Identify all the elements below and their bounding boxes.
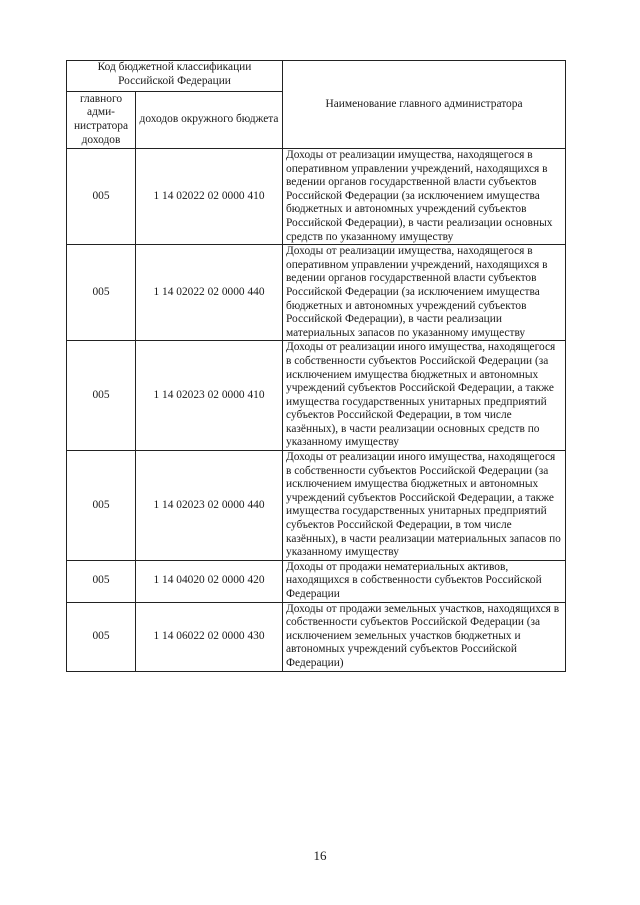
administrator-name-cell: Доходы от реализации иного имущества, находящегося в собственности субъектов Российской Федерации (за исключением имущества бюджетных и автономных учреждений субъектов Российской Федерации, а также имущества государственных унитарных предприятий субъектов Российской Федерации, в том числе казённых), в части реализации материальных запасов по указанному имуществу xyxy=(283,451,566,561)
table-row xyxy=(67,245,566,341)
header-main-administrator: главного адми-нистратора доходов xyxy=(67,92,136,149)
table-row xyxy=(67,560,566,602)
administrator-name-cell: Доходы от реализации имущества, находящегося в оперативном управлении учреждений, находящихся в ведении органов государственной власти субъектов Российской Федерации (за исключением имущества бюджетных и автономных учреждений субъектов Российской Федерации), в части реализации материальных запасов по указанному имуществу xyxy=(283,245,566,341)
administrator-name-cell: Доходы от реализации иного имущества, находящегося в собственности субъектов Российской Федерации (за исключением имущества бюджетных и автономных учреждений субъектов Российской Федерации, а также имущества государственных унитарных предприятий субъектов Российской Федерации, в том числе казённых), в части реализации основных средств по указанному имуществу xyxy=(283,341,566,451)
revenue-code-cell: 1 14 02022 02 0000 410 xyxy=(136,149,283,245)
administrator-name-cell: Доходы от продажи земельных участков, находящихся в собственности субъектов Российской Федерации (за исключением земельных участков бюджетных и автономных учреждений субъектов Российской Федерации) xyxy=(283,602,566,671)
header-district-budget-revenue: доходов окружного бюджета xyxy=(136,92,283,149)
admin-code-cell: 005 xyxy=(67,451,136,561)
table-row xyxy=(67,602,566,671)
admin-code-cell: 005 xyxy=(67,245,136,341)
table-row xyxy=(67,341,566,451)
admin-code-cell: 005 xyxy=(67,560,136,602)
administrator-name-cell: Доходы от реализации имущества, находящегося в оперативном управлении учреждений, находящихся в ведении органов государственной власти субъектов Российской Федерации (за исключением имущества бюджетных и автономных учреждений субъектов Российской Федерации), в части реализации основных средств по указанному имуществу xyxy=(283,149,566,245)
revenue-code-cell: 1 14 04020 02 0000 420 xyxy=(136,560,283,602)
administrator-name-cell: Доходы от продажи нематериальных активов, находящихся в собственности субъектов Российской Федерации xyxy=(283,560,566,602)
admin-code-cell: 005 xyxy=(67,149,136,245)
header-administrator-name: Наименование главного администратора xyxy=(283,61,566,149)
revenue-code-cell: 1 14 02023 02 0000 440 xyxy=(136,451,283,561)
revenue-code-cell: 1 14 02022 02 0000 440 xyxy=(136,245,283,341)
budget-classification-table xyxy=(66,60,566,672)
admin-code-cell: 005 xyxy=(67,602,136,671)
revenue-code-cell: 1 14 06022 02 0000 430 xyxy=(136,602,283,671)
admin-code-cell: 005 xyxy=(67,341,136,451)
revenue-code-cell: 1 14 02023 02 0000 410 xyxy=(136,341,283,451)
table-row xyxy=(67,149,566,245)
header-budget-classification-code: Код бюджетной классификации Российской Федерации xyxy=(67,61,283,92)
table-row xyxy=(67,451,566,561)
header-row-group xyxy=(67,61,566,92)
page-number: 16 xyxy=(313,848,327,863)
